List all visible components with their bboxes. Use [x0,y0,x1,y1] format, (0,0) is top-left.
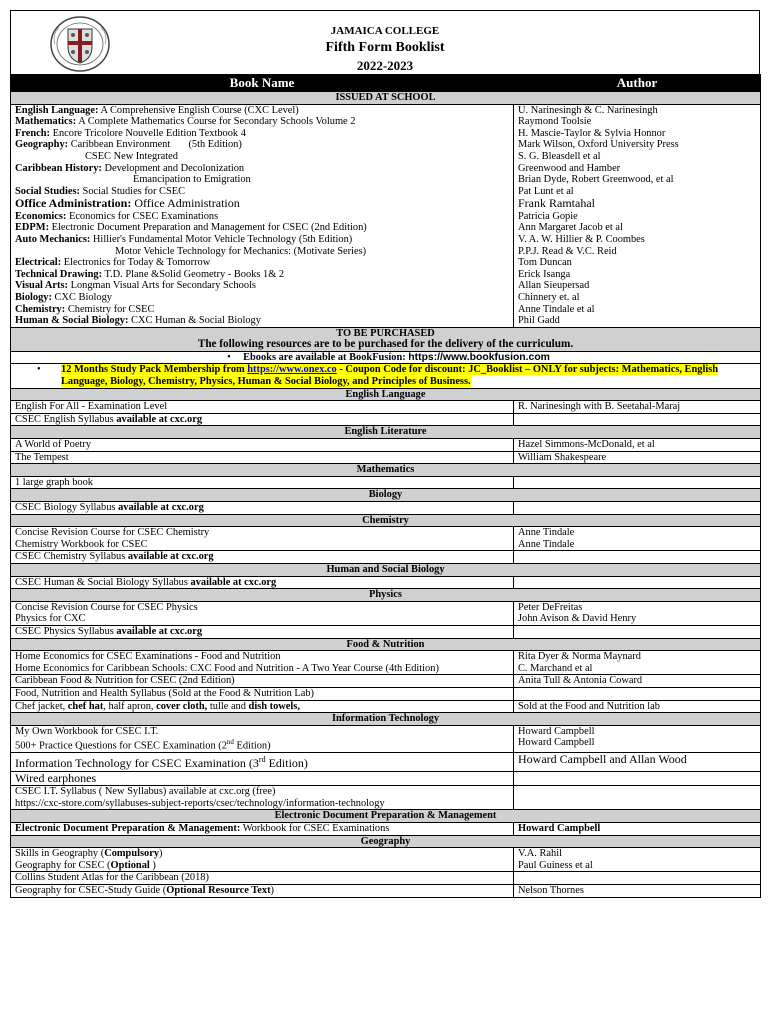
list-item: EDPM: Electronic Document Preparation and Management for CSEC (2nd Edition) [15,222,367,234]
table-row: Wired earphones [11,771,761,785]
table-row: 1 large graph book [11,476,761,489]
table-row: CSEC Physics Syllabus available at cxc.org [11,625,761,638]
column-header-row [11,75,761,92]
author-cell: S. G. Bleasdell et al [518,150,601,162]
section-heading-row [11,810,761,823]
subject-heading: Geography [11,835,761,848]
section-heading-row [11,835,761,848]
bookfusion-link[interactable]: https://www.bookfusion.com [408,351,550,363]
author-cell: Erick Isanga [518,268,571,280]
list-item: French: Encore Tricolore Nouvelle Edition Textbook 4 [15,127,246,139]
purchase-heading: TO BE PURCHASED [336,327,435,339]
school-name: JAMAICA COLLEGE [330,25,440,37]
subject-heading: Chemistry [11,514,761,527]
author-cell: P.P.J. Read & V.C. Reid [518,245,617,257]
list-item: Electrical: Electronics for Today & Tomorrow [15,257,211,269]
table-row: Collins Student Atlas for the Caribbean (2018) [11,872,761,885]
list-item: Economics: Economics for CSEC Examinations [15,210,219,222]
subject-heading: Mathematics [11,464,761,477]
table-row [11,351,761,364]
issued-authors [514,104,761,327]
table-row: CSEC Human & Social Biology Syllabus available at cxc.org [11,576,761,589]
author-cell: Greenwood and Hamber [518,162,621,174]
list-item: Human & Social Biology: CXC Human & Social Biology [15,315,261,327]
table-row: CSEC English Syllabus available at cxc.org [11,413,761,426]
subject-heading: Human and Social Biology [11,563,761,576]
author-cell: Pat Lunt et al [518,185,574,197]
list-item: Auto Mechanics: Hillier's Fundamental Motor Vehicle Technology (5th Edition) [15,233,353,245]
section-heading-row [11,92,761,105]
school-year: 2022-2023 [356,58,414,73]
author-cell: U. Narinesingh & C. Narinesingh [518,104,658,116]
table-row: CSEC Biology Syllabus available at cxc.org [11,502,761,515]
issued-list [11,104,514,327]
subject-heading: Physics [11,589,761,602]
table-row: My Own Workbook for CSEC I.T. 500+ Practice Questions for CSEC Examination (2nd Edition) Howard Campbell Howard Campbell [11,725,761,753]
study-pack-note: • 12 Months Study Pack Membership from https://www.onex.co - Coupon Code for discount: JC_Booklist – ONLY for subjects: Mathematics, English Language, Biology, Chemistry, Physics, Human & Social Biology, and Principles of Business. [11,364,761,388]
author-cell: Frank Ramtahal [518,196,595,211]
section-heading-row [11,489,761,502]
list-item: Motor Vehicle Technology for Mechanics: (Motivate Series) [115,245,367,257]
author-cell: Patricia Gopie [518,210,578,222]
list-item: Chemistry: Chemistry for CSEC [15,303,155,315]
list-item: Technical Drawing: T.D. Plane &Solid Geometry - Books 1& 2 [15,268,285,280]
subject-heading: Biology [11,489,761,502]
table-row: Caribbean Food & Nutrition for CSEC (2nd Edition) Anita Tull & Antonia Coward [11,675,761,688]
subject-heading: Electronic Document Preparation & Management [11,810,761,823]
purchase-subheading: The following resources are to be purchased for the delivery of the curriculum. [197,338,574,351]
table-row: English For All - Examination Level R. Narinesingh with B. Seetahal-Maraj [11,401,761,414]
author-cell: Mark Wilson, Oxford University Press [518,139,679,151]
subject-heading: English Language [11,388,761,401]
list-item: Office Administration: Office Administration [15,196,240,211]
section-heading-row [11,327,761,351]
issued-heading: ISSUED AT SCHOOL [11,92,761,105]
author-cell: Anne Tindale et al [518,303,595,315]
list-item: Geography: Caribbean Environment (5th Edition) [15,139,242,151]
author-cell: V. A. W. Hillier & P. Coombes [518,233,645,245]
section-heading-row [11,464,761,477]
page-title: Fifth Form Booklist [325,40,445,55]
table-row: CSEC I.T. Syllabus ( New Syllabus) available at cxc.org (free) https://cxc-store.com/syllabuses-subject-reports/csec/technology/information-technology [11,786,761,810]
list-item: Visual Arts: Longman Visual Arts for Secondary Schools [15,280,256,292]
author-cell: Allan Sieupersad [518,280,590,292]
author-cell: Phil Gadd [518,315,560,327]
ebooks-note: • Ebooks are available at BookFusion: https://www.bookfusion.com [15,352,756,364]
onex-link[interactable]: https://www.onex.co [247,364,337,376]
table-row: CSEC Chemistry Syllabus available at cxc.org [11,551,761,564]
document-header [10,10,760,74]
table-row: Home Economics for CSEC Examinations - Food and Nutrition Home Economics for Caribbean Schools: CXC Food and Nutrition - A Two Year Course (4th Edition) Rita Dyer & Norma Maynard C. Marchand et al [11,651,761,675]
author-cell: Tom Duncan [518,257,572,269]
subject-heading: English Literature [11,426,761,439]
section-heading-row [11,514,761,527]
booklist-table [10,74,761,898]
table-row: The Tempest William Shakespeare [11,451,761,464]
list-item: Mathematics: A Complete Mathematics Course for Secondary Schools Volume 2 [15,116,356,128]
it-syllabus-link[interactable]: https://cxc-store.com/syllabuses-subject-reports/csec/technology/information-technology [15,797,385,809]
author-cell: Raymond Toolsie [518,116,592,128]
subject-heading: Information Technology [11,713,761,726]
table-row: Electronic Document Preparation & Management: Workbook for CSEC Examinations Howard Campbell [11,822,761,835]
section-heading-row [11,563,761,576]
list-item: Social Studies: Social Studies for CSEC [15,185,186,197]
table-row: Concise Revision Course for CSEC Physics Physics for CXC Peter DeFreitas John Avison & David Henry [11,601,761,625]
column-header-author: Author [514,75,761,92]
table-row [11,104,761,327]
section-heading-row [11,638,761,651]
list-item: Caribbean History: Development and Decolonization [15,162,245,174]
column-header-book: Book Name [11,75,514,92]
bullet-icon: • [37,364,41,376]
table-row: Food, Nutrition and Health Syllabus (Sold at the Food & Nutrition Lab) [11,687,761,700]
table-row: Skills in Geography (Compulsory) Geography for CSEC (Optional ) V.A. Rahil Paul Guiness et al [11,848,761,872]
table-row: Chef jacket, chef hat, half apron, cover cloth, tulle and dish towels, Sold at the Food and Nutrition lab [11,700,761,713]
list-item: Emancipation to Emigration [133,174,251,186]
author-cell: H. Mascie-Taylor & Sylvia Honnor [518,127,666,139]
table-row: Geography for CSEC-Study Guide (Optional Resource Text) Nelson Thornes [11,884,761,897]
section-heading-row [11,388,761,401]
author-cell: Chinnery et. al [518,291,580,303]
table-row [11,364,761,388]
list-item: CSEC New Integrated [85,150,178,162]
table-row: Concise Revision Course for CSEC Chemistry Chemistry Workbook for CSEC Anne Tindale Anne Tindale [11,527,761,551]
subject-heading: Food & Nutrition [11,638,761,651]
list-item: Biology: CXC Biology [15,291,112,303]
section-heading-row [11,589,761,602]
list-item: English Language: A Comprehensive English Course (CXC Level) [15,104,299,116]
author-cell: Ann Margaret Jacob et al [518,222,623,234]
table-row: A World of Poetry Hazel Simmons-McDonald, et al [11,439,761,452]
author-cell: Brian Dyde, Robert Greenwood, et al [518,174,674,186]
table-row: Information Technology for CSEC Examination (3rd Edition) Howard Campbell and Allan Wood [11,753,761,771]
section-heading-row [11,713,761,726]
section-heading-row [11,426,761,439]
